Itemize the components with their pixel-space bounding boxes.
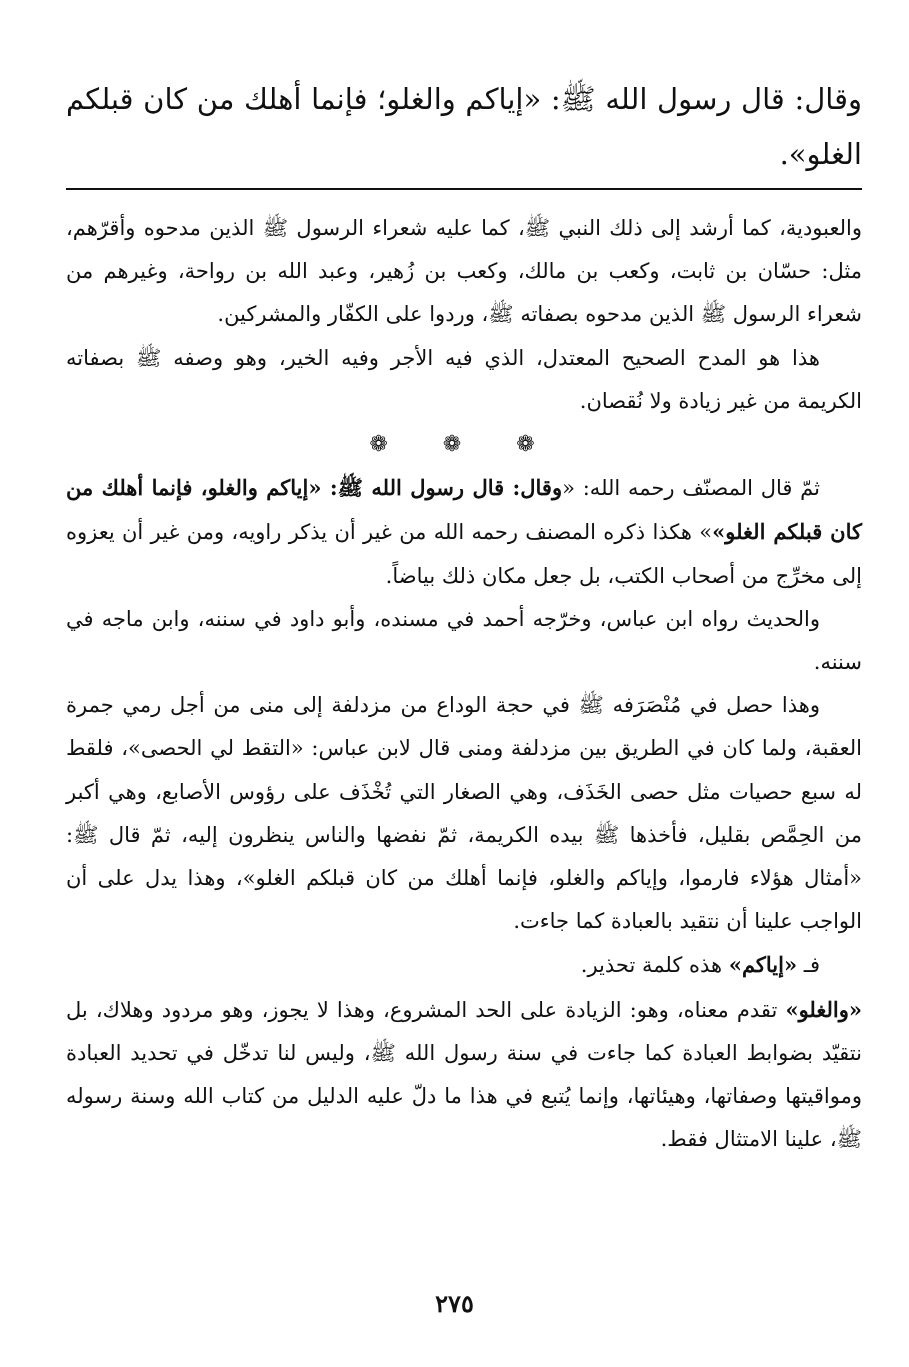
- header-hadith: [66, 72, 862, 182]
- paragraph-3: [66, 466, 862, 598]
- paragraph-1: والعبودية، كما أرشد إلى ذلك النبي ﷺ، كما عليه شعراء الرسول ﷺ الذين مدحوه وأقرّهم، مثل: حسّان بن ثابت، وكعب بن مالك، وكعب بن زُهير، وعبد الله بن رواحة، وغيرهم من شعراء الرسول ﷺ الذين مدحوه بصفاته ﷺ، وردوا على الكفّار والمشركين.: [66, 216, 862, 327]
- paragraph-3-lead: ثمّ قال المصنّف رحمه الله: «: [562, 476, 820, 501]
- paragraph-7-term: «والغلو»: [785, 996, 862, 1022]
- separator-line: [66, 188, 862, 190]
- paragraph-6-rest: هذه كلمة تحذير.: [580, 953, 729, 978]
- paragraph-2: هذا هو المدح الصحيح المعتدل، الذي فيه الأجر وفيه الخير، وهو وصفه ﷺ بصفاته الكريمة من غير زيادة ولا نُقصان.: [66, 345, 862, 413]
- paragraph-7-rest: تقدم معناه، وهو: الزيادة على الحد المشروع، وهذا لا يجوز، وهو مردود وهلاك، بل نتقيّد بضوابط العبادة كما جاءت في سنة رسول الله ﷺ، وليس لنا تدخّل في تحديد العبادة ومواقيتها وصفاتها، وهيئاتها، وإنما يُتبع في هذا ما دلّ عليه الدليل من كتاب الله وسنة رسوله ﷺ، علينا الامتثال فقط.: [66, 997, 862, 1152]
- paragraph-3-rest: » هكذا ذكره المصنف رحمه الله من غير أن يذكر راويه، ومن غير أن يعزوه إلى مخرِّج من أصحاب الكتب، بل جعل مكان ذلك بياضاً.: [66, 520, 862, 588]
- body-text: [66, 207, 862, 1161]
- paragraph-5: وهذا حصل في مُنْصَرَفه ﷺ في حجة الوداع من مزدلفة إلى منى من أجل رمي جمرة العقبة، ولما كان في الطريق بين مزدلفة ومنى قال لابن عباس: «التقط لي الحصى»، فلقط له سبع حصيات مثل حصى الخَذَف، وهي الصغار التي تُخْذَف على رؤوس الأصابع، وهي أكبر من الحِمَّص بقليل، فأخذها ﷺ بيده الكريمة، ثمّ نفضها والناس ينظرون إليه، ثمّ قال ﷺ: «أمثال هؤلاء فارموا، وإياكم والغلو، فإنما أهلك من كان قبلكم الغلو»، وهذا يدل على أن الواجب علينا أن نتقيد بالعبادة كما جاءت.: [66, 693, 862, 934]
- paragraph-6: [66, 943, 862, 987]
- header-hadith-text: وقال: قال رسول الله ﷺ: «إياكم والغلو؛ فإنما أهلك من كان قبلكم الغلو».: [66, 82, 862, 171]
- paragraph-6-term: «إياكم»: [728, 952, 798, 978]
- paragraph-6-lead: فـ: [797, 953, 820, 978]
- paragraph-3-quote: وقال: قال رسول الله ﷺ: «إياكم والغلو، فإنما أهلك من كان قبلكم الغلو»: [66, 475, 862, 545]
- page-number: ٢٧٥: [435, 1289, 474, 1318]
- stars-ornament: ❁ ❁ ❁: [369, 432, 559, 458]
- paragraph-4: والحديث رواه ابن عباس، وخرّجه أحمد في مسنده، وأبو داود في سننه، وابن ماجه في سننه.: [66, 606, 862, 675]
- paragraph-7: [66, 988, 862, 1162]
